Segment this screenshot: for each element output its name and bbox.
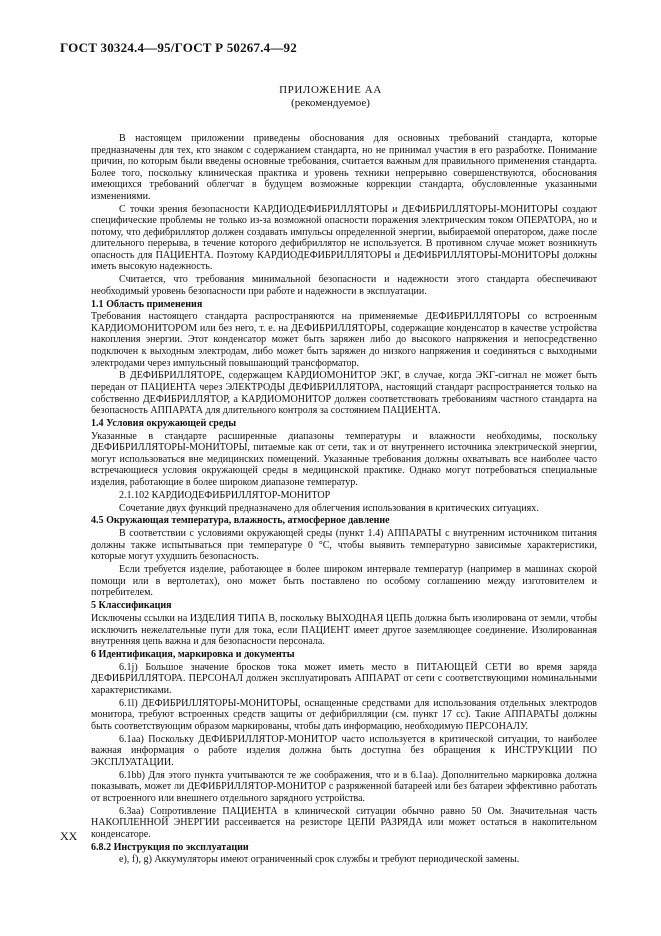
section-heading-1-1: 1.1 Область применения bbox=[91, 298, 203, 310]
paragraph-batteries: е), f), g) Аккумуляторы имеют ограниченный срок службы и требуют периодической замены. bbox=[119, 854, 520, 866]
paragraph-6-1bb: 6.1bb) Для этого пункта учитываются те же соображения, что и в 6.1аа). Дополнительно маркировка должна показывать, может ли ДЕФИБРИЛЛЯТОР-МОНИТОР с разряженной батареей или без батареи эффективно работать от встроенного или внешнего отдельного зарядного устройства. bbox=[91, 769, 597, 804]
paragraph-6-1aa: 6.1аа) Поскольку ДЕФИБРИЛЛЯТОР-МОНИТОР часто используется в критической ситуации, то наиболее важная информация о работе изделия должна быть доступна без обращения к ИНСТРУКЦИИ ПО ЭКСПЛУАТАЦИИ. bbox=[91, 733, 597, 768]
paragraph-6-3aa: 6.3аа) Сопротивление ПАЦИЕНТА в клинической ситуации обычно равно 50 Ом. Значительная часть НАКОПЛЕННОЙ ЭНЕРГИИ рассеивается на резисторе ЦЕПИ РАЗРЯДА или может остаться в накопительном конденсаторе. bbox=[91, 805, 597, 840]
paragraph-combination: Сочетание двух функций предназначено для облегчения использования в критических ситуациях. bbox=[119, 502, 539, 514]
paragraph-classification: Исключены ссылки на ИЗДЕЛИЯ ТИПА В, поскольку ВЫХОДНАЯ ЦЕПЬ должна быть изолирована от земли, чтобы исключить нежелательные пути для тока, если ПАЦИЕНТ имеет другое заземляющее соединение. Изолированная внутренняя цепь важна и для безопасности персонала. bbox=[91, 613, 597, 648]
paragraph-temperature: В соответствии с условиями окружающей среды (пункт 1.4) АППАРАТЫ с внутренним источником питания должны также испытываться при температуре 0 °С, чтобы выявить температурно зависимые характеристики, которые могут ухудшить безопасность. bbox=[91, 528, 597, 563]
paragraph-intro: В настоящем приложении приведены обоснования для основных требований стандарта, которые предназначены для тех, кто знаком с содержанием стандарта, но не принимал участия в его разработке. Понимание причин, по которым были введены основные требования, считается важным для правильного применения стандарта. Более того, поскольку клиническая практика и уровень техники непрерывно совершенствуются, обоснования имеющихся требований облегчат в будущем возможные коррекции стандарта, обусловленные указанными изменениями. bbox=[91, 133, 597, 202]
document-body bbox=[91, 133, 597, 867]
document-header: ГОСТ 30324.4—95/ГОСТ Р 50267.4—92 bbox=[60, 40, 297, 55]
section-heading-5: 5 Классификация bbox=[91, 600, 172, 612]
paragraph-scope-monitor: В ДЕФИБРИЛЛЯТОРЕ, содержащем КАРДИОМОНИТОР ЭКГ, в случае, когда ЭКГ-сигнал не может быть передан от ПАЦИЕНТА через ЭЛЕКТРОДЫ ДЕФИБРИЛЛЯТОРА, настоящий стандарт распространяется только на собственно ДЕФИБРИЛЛЯТОР, а КАРДИОМОНИТОР должен соответствовать требованиям частного стандарта на безопасность АППАРАТА для длительного контроля за состоянием ПАЦИЕНТА. bbox=[91, 370, 597, 417]
paragraph-scope: Требования настоящего стандарта распространяются на применяемые ДЕФИБРИЛЛЯТОРЫ со встроенным КАРДИОМОНИТОРОМ или без него, т. е. на ДЕФИБРИЛЛЯТОРЫ, содержащие конденсатор в качестве устройства накопления энергии. Этот конденсатор может быть заряжен либо до высокого напряжения и непосредственно подключен к выходным электродам, либо может быть заряжен до низкого напряжения и соединяться с выходными электродами через импульсный повышающий трансформатор. bbox=[91, 311, 597, 369]
section-heading-6-8-2: 6.8.2 Инструкция по эксплуатации bbox=[91, 841, 249, 853]
appendix-title: ПРИЛОЖЕНИЕ АА bbox=[279, 84, 382, 96]
section-heading-1-4: 1.4 Условия окружающей среды bbox=[91, 417, 237, 429]
paragraph-6-1l: 6.1l) ДЕФИБРИЛЛЯТОРЫ-МОНИТОРЫ, оснащенные средствами для использования отдельных электродов монитора, требуют встроенных средств защиты от дефибрилляции (см. пункт 17 сс). Такие АППАРАТЫ должны быть соответствующим образом маркированы, чтобы дать информацию, необходимую ПЕРСОНАЛУ. bbox=[91, 697, 597, 732]
paragraph-wider-range: Если требуется изделие, работающее в более широком интервале температур (например в машинах скорой помощи или в вертолетах), оно может быть поставлено по особому соглашению между изготовителем и потребителем. bbox=[91, 564, 597, 599]
appendix-subtitle: (рекомендуемое) bbox=[291, 97, 370, 109]
section-heading-6: 6 Идентификация, маркировка и документы bbox=[91, 648, 295, 660]
section-heading-4-5: 4.5 Окружающая температура, влажность, атмосферное давление bbox=[91, 515, 390, 527]
paragraph-6-1j: 6.1j) Большое значение бросков тока может иметь место в ПИТАЮЩЕЙ СЕТИ во время заряда ДЕФИБРИЛЛЯТОРА. ПЕРСОНАЛ должен эксплуатировать АППАРАТ от сети с соответствующими номинальными характеристиками. bbox=[91, 661, 597, 696]
page-number: XX bbox=[60, 829, 78, 843]
section-heading-2-1-102: 2.1.102 КАРДИОДЕФИБРИЛЛЯТОР-МОНИТОР bbox=[119, 489, 331, 501]
paragraph-reliability: Считается, что требования минимальной безопасности и надежности этого стандарта обеспечивают необходимый уровень безопасности при работе и надежности в эксплуатации. bbox=[91, 274, 597, 297]
paragraph-safety: С точки зрения безопасности КАРДИОДЕФИБРИЛЛЯТОРЫ и ДЕФИБРИЛЛЯТОРЫ-МОНИТОРЫ создают специфические проблемы не только из-за возможной опасности поражения электрическим током ОПЕРАТОРА, но и потому, что дефибриллятор должен создавать импульсы определенной энергии, выбираемой оператором, даже после длительного перерыва, в течение которого дефибриллятор не используется. В противном случае может возникнуть опасность для ПАЦИЕНТА. Поэтому КАРДИОДЕФИБРИЛЛЯТОРЫ и ДЕФИБРИЛЛЯТОРЫ-МОНИТОРЫ должны иметь высокую надежность. bbox=[91, 203, 597, 273]
paragraph-environment: Указанные в стандарте расширенные диапазоны температуры и влажности необходимы, поскольку ДЕФИБРИЛЛЯТОРЫ-МОНИТОРЫ, питаемые как от сети, так и от внутреннего источника электрической энергии, могут использоваться вне медицинских помещений. Указанные требования должны охватывать все наиболее часто встречающиеся условия окружающей среды в медицинской практике. Однако могут потребоваться специальные изделия, работающие в более широком диапазоне температур. bbox=[91, 430, 597, 488]
